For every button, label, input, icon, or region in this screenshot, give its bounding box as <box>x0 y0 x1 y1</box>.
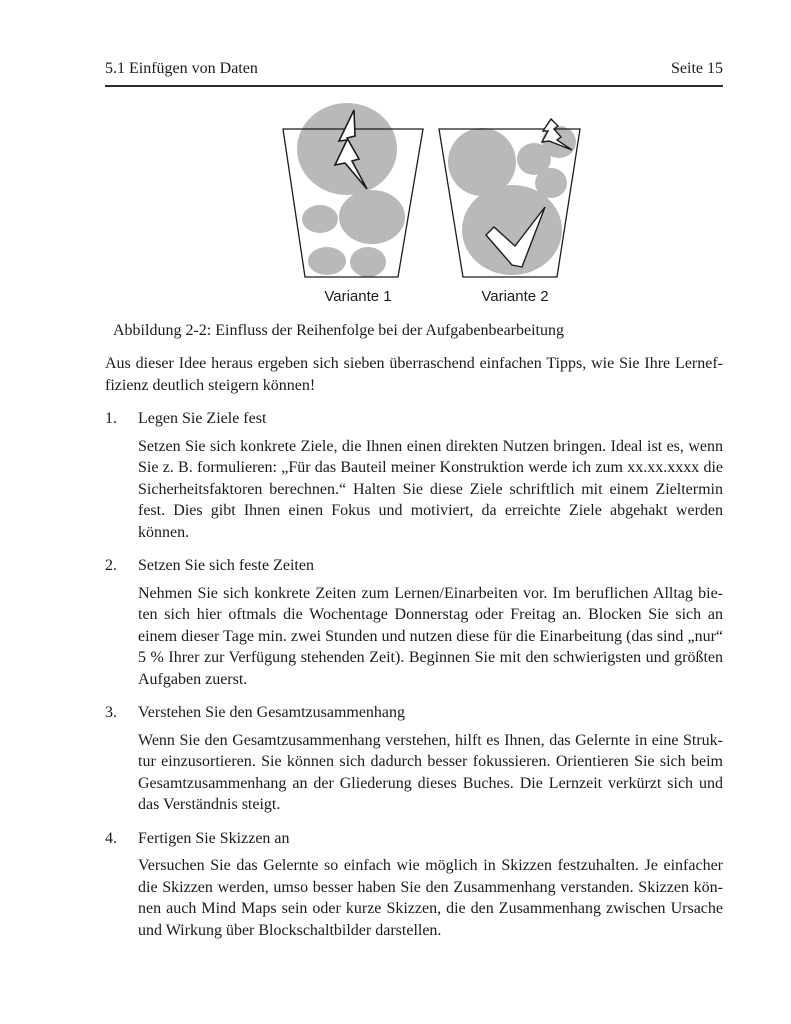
tip-item-4 <box>105 828 723 942</box>
tip-item-2 <box>105 555 723 690</box>
page-number: Seite 15 <box>671 60 723 77</box>
running-header <box>105 58 723 87</box>
tip-number: 1. <box>105 410 117 427</box>
bucket-variant-1 <box>283 103 423 277</box>
tip-body: Versuchen Sie das Gelernte so einfach wie möglich in Skizzen festzuhalten. Je einfacher die Skizzen werden, umso besser haben Sie den Zusammenhang verstanden. Skizzen können auch Mind Maps sein oder kurze Skizzen, die den Zusammenhang zwischen Ursache und Wirkung über Blockschaltbilder darstellen. <box>138 857 723 939</box>
tip-title: Legen Sie Ziele fest <box>138 410 267 427</box>
figure-buckets <box>105 97 723 307</box>
variant-1-label: Variante 1 <box>324 288 392 305</box>
tip-title: Fertigen Sie Skizzen an <box>138 829 290 847</box>
tips-list <box>105 408 723 941</box>
buckets-illustration <box>105 97 723 307</box>
bucket-variant-2 <box>439 119 580 277</box>
tip-item-3 <box>105 702 723 816</box>
figure-caption: Abbildung 2-2: Einfluss der Reihenfolge bei der Aufgabenbearbeitung <box>113 322 564 339</box>
tip-body: Nehmen Sie sich konkrete Zeiten zum Lernen/Einarbeiten vor. Im beruflichen Alltag bieten sich hier oftmals die Wochentage Donnerstag oder Freitag an. Blocken Sie sich an einem dieser Tage min. zwei Stunden und nutzen diese für die Einarbeitung (das sind „nur“ 5 % Ihrer zur Verfügung stehenden Zeit). Beginnen Sie mit den schwierigsten und größten Aufgaben zuerst. <box>138 584 723 688</box>
intro-paragraph: Aus dieser Idee heraus ergeben sich sieben überraschend einfachen Tipps, wie Sie Ihre Lerneffizienz deutlich steigern können! <box>105 355 723 394</box>
tip-item-1 <box>105 408 723 543</box>
variant-2-label: Variante 2 <box>481 288 549 305</box>
section-heading: 5.1 Einfügen von Daten <box>105 60 258 77</box>
tip-number: 3. <box>105 704 117 721</box>
tip-number: 4. <box>105 829 117 847</box>
tip-title: Setzen Sie sich feste Zeiten <box>138 557 314 574</box>
tip-body: Setzen Sie sich konkrete Ziele, die Ihnen einen direkten Nutzen bringen. Ideal ist es, wenn Sie z. B. formulieren: „Für das Bauteil meiner Konstruktion werde ich zum xx.xx.xxxx die Sicherheitsfaktoren berechnen.“ Halten Sie diese Ziele schriftlich mit einem Zieltermin fest. Dies gibt Ihnen einen Fokus und motiviert, da erreichte Ziele abgehakt werden können. <box>138 437 723 541</box>
tip-number: 2. <box>105 557 117 574</box>
tip-title: Verstehen Sie den Gesamtzusammenhang <box>138 704 406 721</box>
tip-body: Wenn Sie den Gesamtzusammenhang verstehen, hilft es Ihnen, das Gelernte in eine Struktur einzusortieren. Sie können sich dadurch besser fokussieren. Orientieren Sie sich beim Gesamtzusammenhang an der Gliederung dieses Buches. Die Lernzeit verkürzt sich und das Verständnis steigt. <box>138 731 723 813</box>
